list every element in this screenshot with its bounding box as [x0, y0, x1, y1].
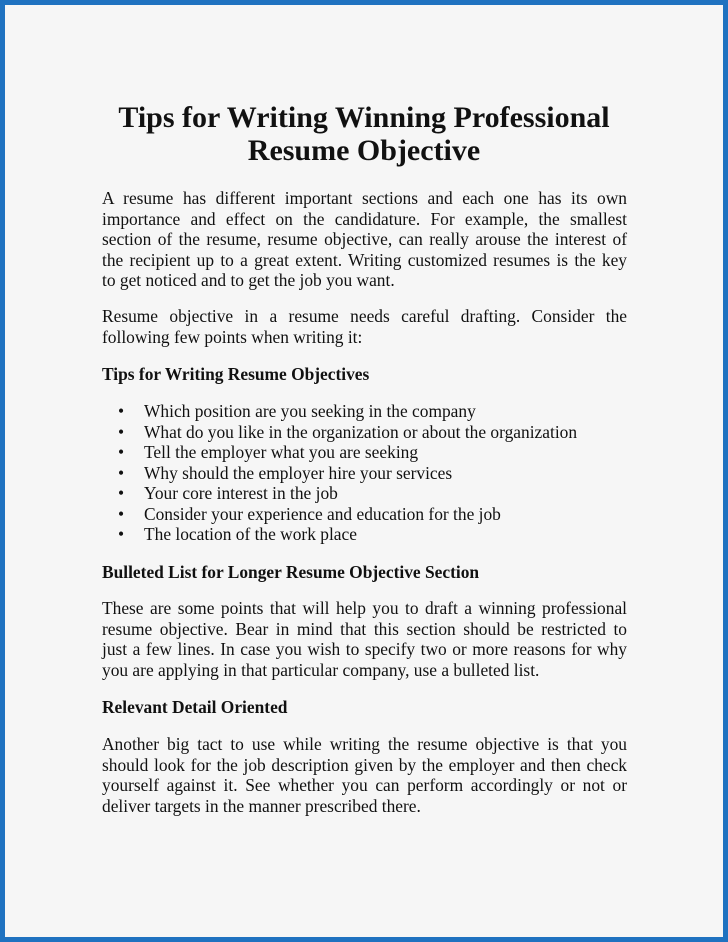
text-line: These are some points that will help you to draft a winning professional	[102, 598, 627, 618]
document-title	[60, 101, 668, 167]
text-line: section of the resume, resume objective, can really arouse the interest of	[102, 229, 627, 249]
text-line: just a few lines. In case you wish to specify two or more reasons for why	[102, 639, 627, 659]
detail-paragraph	[102, 734, 627, 816]
list-item-text: The location of the work place	[144, 524, 357, 544]
text-line: to get noticed and to get the job you want.	[102, 270, 395, 290]
list-item	[118, 401, 577, 422]
text-line: Resume objective in a resume needs careful drafting. Consider the	[102, 306, 627, 326]
list-item	[118, 463, 577, 484]
bullet-icon: •	[118, 524, 125, 544]
text-line: Another big tact to use while writing the resume objective is that you	[102, 734, 627, 754]
text-line: importance and effect on the candidature. For example, the smallest	[102, 208, 627, 229]
bulleted-list-paragraph	[102, 598, 627, 680]
section-heading: Relevant Detail Oriented	[102, 697, 288, 717]
text-line: following few points when writing it:	[102, 326, 363, 347]
list-item	[118, 524, 577, 545]
text-line: A resume has different important sections and each one has its own	[102, 188, 627, 208]
section-heading: Bulleted List for Longer Resume Objective Section	[102, 562, 480, 582]
list-item-text: Which position are you seeking in the company	[144, 401, 476, 421]
bullet-icon: •	[118, 421, 125, 442]
bullet-icon: •	[118, 503, 125, 524]
title-line: Resume Objective	[247, 134, 481, 167]
list-item	[118, 483, 577, 504]
text-line: you are applying in that particular company, use a bulleted list.	[102, 659, 540, 680]
text-line: resume objective. Bear in mind that this section should be restricted to	[102, 618, 627, 639]
drafting-paragraph	[102, 306, 627, 347]
list-item-text: What do you like in the organization or about the organization	[144, 421, 578, 442]
list-item	[118, 442, 577, 463]
text-line: should look for the job description given by the employer and then check	[102, 754, 627, 775]
section-heading: Tips for Writing Resume Objectives	[102, 364, 370, 384]
tips-list	[118, 401, 577, 545]
bullet-icon: •	[118, 483, 125, 503]
text-line: the recipient up to a great extent. Writing customized resumes is the key	[102, 249, 627, 270]
list-item-text: Why should the employer hire your services	[144, 462, 453, 483]
list-item-text: Your core interest in the job	[144, 483, 338, 503]
list-item	[118, 504, 577, 525]
text-line: deliver targets in the manner prescribed there.	[102, 795, 421, 816]
intro-paragraph	[102, 188, 627, 291]
list-item-text: Consider your experience and education for the job	[144, 503, 501, 524]
bullet-icon: •	[118, 401, 125, 421]
title-line: Tips for Writing Winning Professional	[118, 101, 610, 134]
list-item-text: Tell the employer what you are seeking	[144, 442, 419, 462]
bullet-icon: •	[118, 442, 125, 462]
bullet-icon: •	[118, 462, 125, 483]
list-item	[118, 422, 577, 443]
text-line: yourself against it. See whether you can perform accordingly or not or	[102, 775, 627, 795]
